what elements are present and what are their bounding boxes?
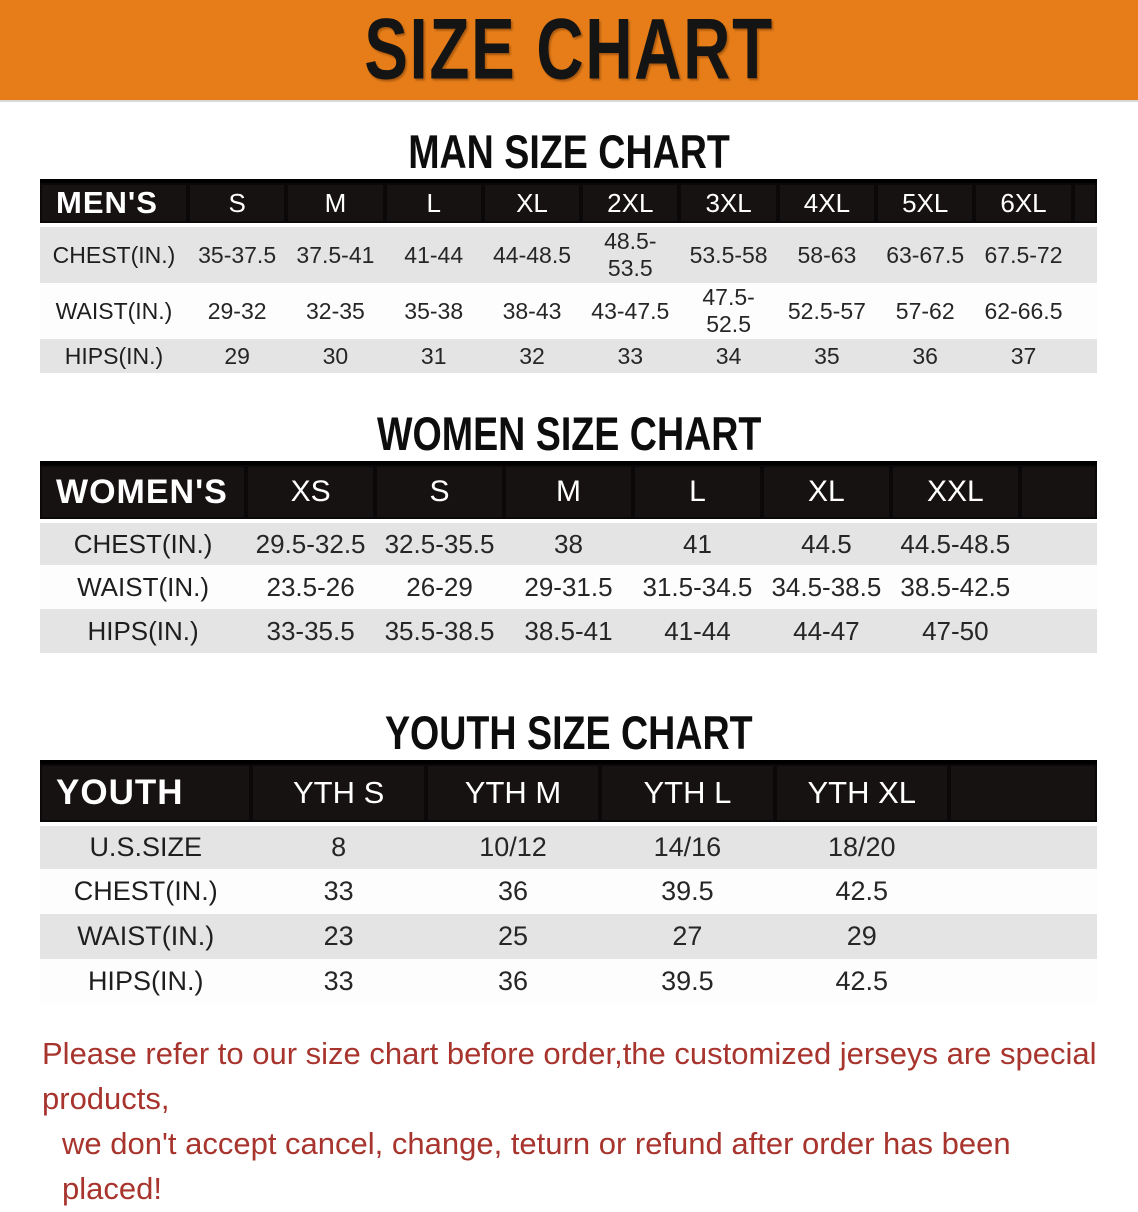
size-column-header: XL: [483, 181, 581, 225]
size-column-header: 6XL: [974, 181, 1072, 225]
row-label: WAIST(IN.): [77, 571, 209, 602]
size-cell: 31.5-34.5: [642, 571, 753, 602]
size-cell: 42.5: [835, 876, 889, 906]
women-size-table: [40, 461, 1097, 653]
size-cell: 38.5-41: [524, 615, 613, 646]
size-cell: 44-47: [793, 615, 860, 646]
table-header-row: [40, 463, 1097, 521]
size-column-header: 3XL: [679, 181, 777, 225]
size-cell: 37: [1010, 342, 1037, 369]
filler-cell: [1073, 339, 1097, 373]
size-cell: 39.5: [661, 876, 714, 906]
row-label: WAIST(IN.): [55, 297, 173, 324]
size-cell: 44.5: [801, 528, 852, 559]
size-cell: 29: [846, 921, 877, 951]
size-cell: 41-44: [664, 615, 731, 646]
row-label: HIPS(IN.): [64, 342, 164, 369]
table-row: [40, 225, 1097, 283]
size-cell: 14/16: [653, 832, 722, 862]
row-label: WAIST(IN.): [77, 921, 215, 951]
filler-cell: [949, 914, 1097, 959]
size-column-header: XS: [246, 463, 375, 521]
size-column-header: YTH XL: [775, 762, 949, 824]
size-column-header: XL: [762, 463, 891, 521]
size-cell: 38-43: [502, 297, 562, 324]
row-label: CHEST(IN.): [73, 528, 213, 559]
size-column-header: XXL: [891, 463, 1020, 521]
table-corner-label: WOMEN'S: [40, 463, 246, 521]
filler-cell: [1020, 521, 1097, 565]
size-cell: 58-63: [797, 241, 857, 268]
size-cell: 30: [322, 342, 349, 369]
size-cell: 33: [323, 876, 354, 906]
banner-title: SIZE CHART: [364, 1, 774, 98]
size-cell: 35-37.5: [198, 241, 277, 268]
size-cell: 35.5-38.5: [384, 615, 495, 646]
table-corner-label: MEN'S: [40, 181, 188, 225]
size-cell: 34.5-38.5: [771, 571, 882, 602]
row-label: U.S.SIZE: [89, 832, 202, 862]
size-cell: 36: [912, 342, 938, 369]
size-cell: 62-66.5: [984, 297, 1063, 324]
size-cell: 37.5-41: [296, 241, 375, 268]
size-cell: 35-38: [404, 297, 464, 324]
size-cell: 48.5-53.5: [604, 228, 657, 281]
size-cell: 18/20: [827, 832, 896, 862]
table-row: [40, 521, 1097, 565]
filler-cell: [1020, 565, 1097, 609]
size-cell: 41-44: [404, 241, 464, 268]
size-cell: 35: [814, 342, 840, 369]
size-cell: 10/12: [479, 832, 547, 862]
size-cell: 26-29: [406, 571, 473, 602]
men-size-table: [40, 179, 1097, 373]
size-cell: 39.5: [661, 966, 714, 996]
size-column-header: M: [286, 181, 384, 225]
size-cell: 47.5-52.5: [702, 284, 755, 337]
size-column-header: YTH L: [600, 762, 774, 824]
table-row: [40, 914, 1097, 959]
size-cell: 33: [617, 342, 644, 369]
row-label: CHEST(IN.): [73, 876, 218, 906]
size-cell: 38.5-42.5: [900, 571, 1011, 602]
filler-cell: [1073, 283, 1097, 339]
filler-cell: [949, 762, 1097, 824]
table-header-row: [40, 762, 1097, 824]
filler-cell: [949, 824, 1097, 869]
size-column-header: 5XL: [876, 181, 974, 225]
row-label: HIPS(IN.): [87, 966, 204, 996]
size-cell: 33: [323, 966, 354, 996]
size-cell: 44-48.5: [493, 241, 572, 268]
table-row: [40, 339, 1097, 373]
size-column-header: S: [375, 463, 504, 521]
order-notice: [42, 1032, 1118, 1212]
table-header-row: [40, 181, 1097, 225]
size-cell: 42.5: [835, 966, 889, 996]
women-section-heading: [0, 406, 1138, 461]
size-cell: 44.5-48.5: [900, 528, 1011, 559]
filler-cell: [1073, 225, 1097, 283]
size-cell: 57-62: [895, 297, 955, 324]
filler-cell: [1020, 609, 1097, 653]
size-cell: 29: [224, 342, 250, 369]
size-column-header: 4XL: [778, 181, 876, 225]
size-cell: 52.5-57: [787, 297, 866, 324]
filler-cell: [949, 869, 1097, 914]
youth-section-heading: [0, 705, 1138, 760]
size-cell: 23.5-26: [266, 571, 355, 602]
row-label: HIPS(IN.): [87, 615, 199, 646]
size-cell: 38: [554, 528, 583, 559]
row-label: CHEST(IN.): [52, 241, 176, 268]
filler-cell: [1020, 463, 1097, 521]
size-cell: 47-50: [922, 615, 989, 646]
size-cell: 23: [323, 921, 354, 951]
table-row: [40, 869, 1097, 914]
size-cell: 29.5-32.5: [255, 528, 366, 559]
man-section-heading: [0, 124, 1138, 179]
size-cell: 32.5-35.5: [384, 528, 495, 559]
table-row: [40, 959, 1097, 1004]
size-column-header: 2XL: [581, 181, 679, 225]
size-cell: 32: [519, 342, 545, 369]
size-cell: 43-47.5: [591, 297, 670, 324]
youth-section-heading-text: YOUTH SIZE CHART: [385, 706, 753, 759]
youth-size-table: [40, 760, 1097, 1004]
size-cell: 34: [715, 342, 742, 369]
size-cell: 25: [497, 921, 529, 951]
order-notice-line-2: we don't accept cancel, change, teturn or refund after order has been placed!: [62, 1125, 1011, 1206]
table-row: [40, 565, 1097, 609]
size-column-header: L: [633, 463, 762, 521]
size-column-header: YTH M: [426, 762, 600, 824]
table-row: [40, 824, 1097, 869]
size-cell: 8: [331, 832, 347, 862]
size-cell: 36: [497, 876, 529, 906]
size-cell: 36: [497, 966, 529, 996]
man-section-heading-text: MAN SIZE CHART: [408, 125, 730, 178]
size-column-header: L: [385, 181, 483, 225]
size-column-header: YTH S: [251, 762, 425, 824]
table-corner-label: YOUTH: [40, 762, 251, 824]
size-cell: 63-67.5: [886, 241, 965, 268]
size-cell: 33-35.5: [266, 615, 355, 646]
filler-cell: [949, 959, 1097, 1004]
size-column-header: M: [504, 463, 633, 521]
filler-cell: [1073, 181, 1097, 225]
size-cell: 27: [672, 921, 703, 951]
women-section-heading-text: WOMEN SIZE CHART: [376, 407, 762, 460]
size-cell: 41: [682, 528, 712, 559]
order-notice-line-1: Please refer to our size chart before order,the customized jerseys are special products,: [42, 1036, 1097, 1116]
size-column-header: S: [188, 181, 286, 225]
size-cell: 29-32: [207, 297, 267, 324]
table-row: [40, 283, 1097, 339]
size-cell: 29-31.5: [524, 571, 613, 602]
size-chart-banner: [0, 0, 1138, 102]
size-cell: 32-35: [306, 297, 365, 324]
table-row: [40, 609, 1097, 653]
size-cell: 67.5-72: [984, 241, 1063, 268]
size-cell: 31: [420, 342, 447, 369]
size-cell: 53.5-58: [689, 241, 768, 268]
